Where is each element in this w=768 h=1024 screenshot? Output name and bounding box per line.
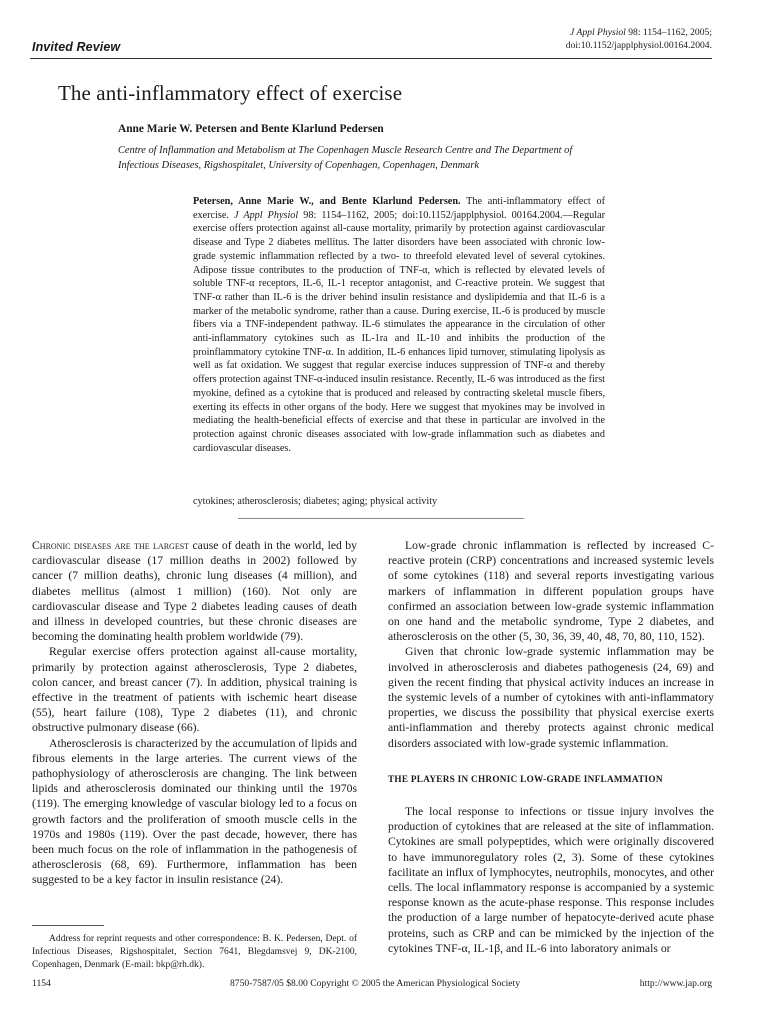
paragraph: The local response to infections or tissue injury involves the production of cytokines that are released at the site of inflammation. Cytokines are small polypeptides, which were originally discovered to have immunoregulatory roles (2, 3). Some of these cytokines facilitate an influx of lymphocytes, neutrophils, monocytes, and other cells. The local inflammatory response is accompanied by a systemic response known as the acute-phase response. This response includes the production of a large number of hepatocyte-derived acute phase proteins, such as CRP and can be mimicked by the injection of the cytokines TNF-α, IL-1β, and IL-6 into laboratory animals or [388,805,714,955]
abstract-citation-journal: J Appl Physiol [233,209,299,221]
abstract-body: Regular exercise offers protection against all-cause mortality, primarily by protection against cardiovascular disease and Type 2 diabetes mellitus. The latter disorders have been associated with chronic low-grade systemic inflammation reflected by a two- to threefold elevated level of several cytokines. Adipose tissue contributes to the production of TNF-α, which is reflected by elevated levels of soluble TNF-α receptors, IL-6, IL-1 receptor antagonist, and C-reactive protein. We suggest that TNF-α rather than IL-6 is the driver behind insulin resistance and dyslipidemia and that IL-6 is a marker of the metabolic syndrome, rather than a cause. During exercise, IL-6 is produced by muscle fibers via a TNF-independent pathway. IL-6 stimulates the appearance in the circulation of other anti-inflammatory cytokines such as IL-1ra and IL-10 and inhibits the production of the proinflammatory cytokine TNF-α. In addition, IL-6 enhances lipid turnover, stimulating lipolysis as well as fat oxidation. We suggest that regular exercise induces suppression of TNF-α and thereby offers protection against TNF-α-induced insulin resistance. Recently, IL-6 was introduced as the first myokine, defined as a cytokine that is produced and released by contracting skeletal muscle fibers, exerting its effects in other organs of the body. Here we suggest that myokines may be involved in mediating the health-beneficial effects of exercise and that these in particular are involved in the protection against chronic diseases associated with low-grade inflammation such as diabetes and cardiovascular diseases. [193,209,605,454]
paragraph [32,538,357,644]
paragraph: Regular exercise offers protection against all-cause mortality, primarily by protection against atherosclerosis, Type 2 diabetes, colon cancer, and breast cancer (7). In addition, physical training is effective in the treatment of patients with ischemic heart disease (55), heart failure (108), Type 2 diabetes (11), and chronic obstructive pulmonary disease (66). [32,645,357,735]
author-affiliation: Centre of Inflammation and Metabolism at The Copenhagen Muscle Research Centre and The Department of Infectious Diseases, Rigshospitalet, University of Copenhagen, Copenhagen, Denmark [118,145,573,171]
paragraph: Given that chronic low-grade systemic inflammation may be involved in atherosclerosis and diabetes pathogenesis (24, 69) and given the recent finding that physical activity induces an increase in the systemic levels of a number of cytokines with anti-inflammatory properties, we discuss the possibility that physical exercise exerts anti-inflammation and thereby protects against chronic medical disorders associated with low-grade systemic inflammation. [388,645,714,750]
footnote-rule [32,925,104,926]
journal-citation [492,27,712,40]
copyright-line: 8750-7587/05 $8.00 Copyright © 2005 the American Physiological Society [230,978,521,989]
paragraph: Low-grade chronic inflammation is reflected by increased C-reactive protein (CRP) concentrations and increased systemic levels of some cytokines (118) and several reports investigating various markers of inflammation in different population groups have confirmed an association between low-grade systemic inflammation on one hand and the metabolic syndrome, Type 2 diabetes, and atherosclerosis on the other (5, 30, 36, 39, 40, 48, 70, 80, 110, 152). [388,539,714,644]
journal-volume-pages: 98: 1154–1162, 2005; [625,27,712,38]
article-title: The anti-inflammatory effect of exercise [58,81,403,105]
correspondence-footnote: Address for reprint requests and other correspondence: B. K. Pedersen, Dept. of Infectious Diseases, Rigshospitalet, Section 7641, Blegdamsvej 9, DK-2100, Copenhagen, Denmark (E-mail: bkp@rh.dk). [32,934,357,970]
abstract [193,195,605,455]
left-column [32,538,357,888]
right-column [388,538,714,956]
journal-name: J Appl Physiol [570,27,626,38]
article-authors: Anne Marie W. Petersen and Bente Klarlund Pedersen [118,123,384,135]
section-heading: THE PLAYERS IN CHRONIC LOW-GRADE INFLAMMATION [388,773,663,784]
section-label: Invited Review [32,40,121,54]
opening-text: cause of death in the world, led by cardiovascular disease (17 million deaths in 2002) followed by cancer (7 million deaths), chronic lung diseases (4 million), and diabetes mellitus (almost 1 million) (160). Not only are cardiovascular disease and Type 2 diabetes leading causes of death and illness in developed countries, but these chronic diseases are becoming the dominating health problem worldwide (79). [32,539,357,644]
abstract-citation-authors: Petersen, Anne Marie W., and Bente Klarlund Pedersen. [193,196,461,207]
paragraph: Atherosclerosis is characterized by the accumulation of lipids and fibrous elements in the large arteries. The current views of the pathophysiology of atherosclerosis are changing. The link between lipids and atherosclerosis dominated our thinking until the 1970s (119). The emerging knowledge of vascular biology led to a focus on growth factors and the proliferation of smooth muscle cells in the 1970s and 1980s (119). Over the past decade, however, there has been much focus on the role of inflammation in the pathogenesis of atherosclerosis (68, 69). Furthermore, inflammation has been suggested to be a key factor in insulin resistance (24). [32,736,357,887]
abstract-rule [238,518,524,519]
opening-lead-in: Chronic diseases are the largest [32,539,190,552]
abstract-citation-title: The anti-inflammatory effect of exercise. [193,196,605,221]
header-rule [30,58,712,59]
journal-doi: doi:10.1152/japplphysiol.00164.2004. [565,39,712,51]
journal-reference [492,27,712,52]
keywords: cytokines; atherosclerosis; diabetes; aging; physical activity [193,496,438,507]
journal-url: http://www.jap.org [639,978,712,989]
abstract-citation-details: 98: 1154–1162, 2005; doi:10.1152/japplphysiol. 00164.2004.— [298,209,573,221]
page-number: 1154 [32,978,51,989]
